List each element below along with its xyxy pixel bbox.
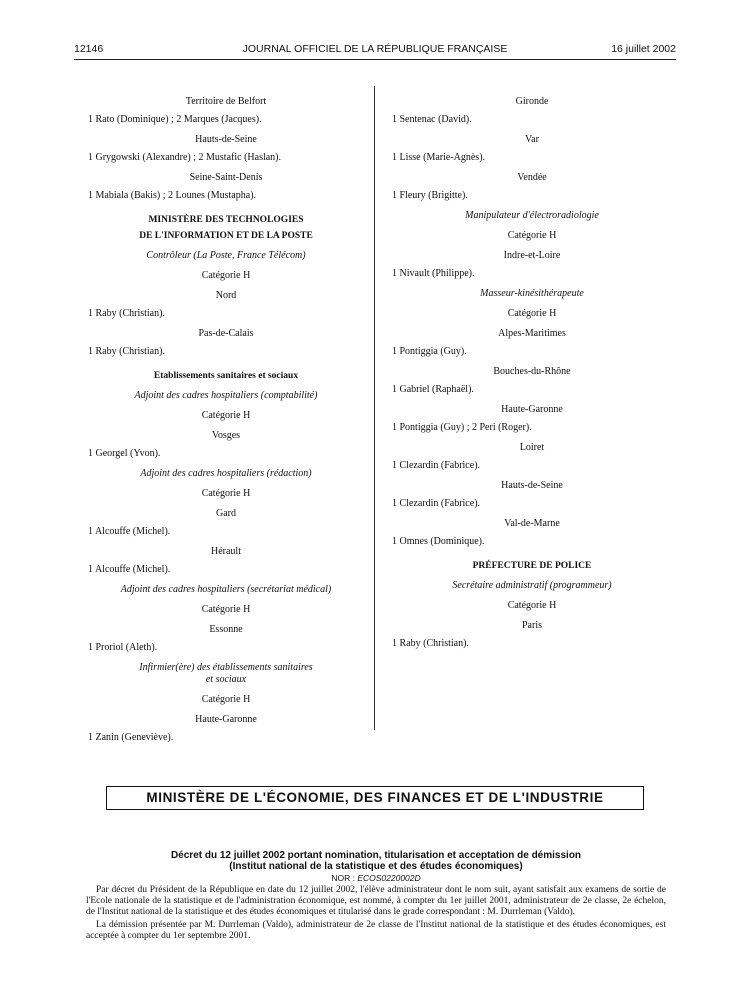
department-heading: Territoire de Belfort	[185, 96, 267, 107]
section-title: Etablissements sanitaires et sociaux	[153, 371, 299, 381]
left-column	[88, 88, 364, 746]
ranking-entry: 1 Omnes (Dominique).	[392, 536, 485, 547]
ranking-entry: 1 Alcouffe (Michel).	[88, 526, 171, 537]
ranking-entry: 1 Raby (Christian).	[88, 308, 165, 319]
section-title: MINISTÈRE DES TECHNOLOGIES	[148, 215, 304, 225]
department-heading: Val-de-Marne	[504, 518, 560, 529]
department-heading: Indre-et-Loire	[503, 250, 561, 261]
category-label: Catégorie H	[507, 600, 557, 611]
department-heading: Paris	[522, 620, 542, 631]
job-title: Contrôleur (La Poste, France Télécom)	[146, 250, 306, 261]
ranking-entry: 1 Gabriel (Raphaël).	[392, 384, 474, 395]
nor-code: ECOS0220002D	[357, 873, 421, 883]
header-rule	[74, 59, 676, 60]
job-title: Manipulateur d'électroradiologie	[465, 210, 599, 221]
department-heading: Hauts-de-Seine	[195, 134, 257, 145]
decree-section	[86, 850, 666, 942]
job-title: Adjoint des cadres hospitaliers (comptabilité)	[134, 390, 318, 401]
category-label: Catégorie H	[201, 604, 251, 615]
section-title: DE L'INFORMATION ET DE LA POSTE	[139, 231, 313, 241]
page-header	[74, 43, 676, 59]
ranking-entry: 1 Nivault (Philippe).	[392, 268, 475, 279]
section-title: PRÉFECTURE DE POLICE	[472, 561, 592, 571]
department-heading: Hauts-de-Seine	[501, 480, 563, 491]
decree-body	[86, 885, 666, 942]
department-heading: Bouches-du-Rhône	[493, 366, 571, 377]
ranking-entry: 1 Rato (Dominique) ; 2 Marques (Jacques).	[88, 114, 262, 125]
column-divider	[374, 86, 375, 730]
department-heading: Gard	[216, 508, 236, 519]
department-heading: Haute-Garonne	[195, 714, 257, 725]
ministry-banner: MINISTÈRE DE L'ÉCONOMIE, DES FINANCES ET DE L'INDUSTRIE	[106, 786, 644, 810]
ranking-entry: 1 Grygowski (Alexandre) ; 2 Mustafic (Haslan).	[88, 152, 282, 163]
nor-reference	[86, 873, 666, 883]
journal-title: JOURNAL OFFICIEL DE LA RÉPUBLIQUE FRANÇAISE	[242, 43, 508, 55]
job-title: Secrétaire administratif (programmeur)	[452, 580, 612, 591]
job-title: Masseur-kinésithérapeute	[480, 288, 584, 299]
ranking-entry: 1 Zanin (Geneviève).	[88, 732, 174, 743]
ranking-entry: 1 Proriol (Aleth).	[88, 642, 158, 653]
job-title: Infirmier(ère) des établissements sanitaires	[139, 662, 313, 673]
page-number: 12146	[74, 43, 104, 55]
decree-paragraph-2: La démission présentée par M. Durrleman (Valdo), administrateur de 2e classe de l'Institut national de la statistique et des études économiques, est acceptée à compter du 1er septembre 2001.	[86, 920, 666, 941]
ranking-entry: 1 Alcouffe (Michel).	[88, 564, 171, 575]
ranking-entry: 1 Georgel (Yvon).	[88, 448, 161, 459]
ranking-entry: 1 Pontiggia (Guy) ; 2 Peri (Roger).	[392, 422, 532, 433]
department-heading: Haute-Garonne	[501, 404, 563, 415]
nor-label: NOR :	[331, 873, 355, 883]
department-heading: Hérault	[211, 546, 241, 557]
ranking-entry: 1 Clezardin (Fabrice).	[392, 460, 481, 471]
right-column	[392, 88, 672, 652]
department-heading: Nord	[215, 290, 237, 301]
decree-title-line-1: Décret du 12 juillet 2002 portant nomination, titularisation et acceptation de démission	[170, 850, 582, 861]
department-heading: Essonne	[209, 624, 243, 635]
category-label: Catégorie H	[201, 270, 251, 281]
issue-date: 16 juillet 2002	[611, 43, 676, 55]
ranking-entry: 1 Raby (Christian).	[392, 638, 469, 649]
ranking-entry: 1 Raby (Christian).	[88, 346, 165, 357]
category-label: Catégorie H	[507, 308, 557, 319]
ranking-entry: 1 Fleury (Brigitte).	[392, 190, 468, 201]
category-label: Catégorie H	[507, 230, 557, 241]
department-heading: Gironde	[515, 96, 549, 107]
job-title: Adjoint des cadres hospitaliers (secrétariat médical)	[120, 584, 332, 595]
department-heading: Pas-de-Calais	[198, 328, 254, 339]
category-label: Catégorie H	[201, 694, 251, 705]
decree-paragraph-1: Par décret du Président de la République en date du 12 juillet 2002, l'élève administrateur dont le nom suit, ayant satisfait aux examens de sortie de l'Ecole nationale de la statistique et de l'administration économique, est nommé, à compter du 1er juillet 2001, administrateur de 2e classe, 2e échelon, de l'Institut national de la statistique et des études économiques et titularisé dans le grade correspondant : M. Durrleman (Valdo).	[86, 885, 666, 917]
job-title: Adjoint des cadres hospitaliers (rédaction)	[140, 468, 312, 479]
department-heading: Vendée	[517, 172, 547, 183]
department-heading: Seine-Saint-Denis	[189, 172, 263, 183]
job-title: et sociaux	[205, 674, 247, 685]
ranking-entry: 1 Sentenac (David).	[392, 114, 472, 125]
ranking-entry: 1 Lisse (Marie-Agnès).	[392, 152, 486, 163]
category-label: Catégorie H	[201, 488, 251, 499]
category-label: Catégorie H	[201, 410, 251, 421]
ranking-entry: 1 Pontiggia (Guy).	[392, 346, 467, 357]
department-heading: Var	[525, 134, 539, 145]
decree-title-line-2: (Institut national de la statistique et des études économiques)	[229, 861, 523, 872]
department-heading: Loiret	[519, 442, 545, 453]
department-heading: Vosges	[211, 430, 241, 441]
ranking-entry: 1 Clezardin (Fabrice).	[392, 498, 481, 509]
department-heading: Alpes-Maritimes	[498, 328, 566, 339]
ranking-entry: 1 Mabiala (Bakis) ; 2 Lounes (Mustapha).	[88, 190, 257, 201]
